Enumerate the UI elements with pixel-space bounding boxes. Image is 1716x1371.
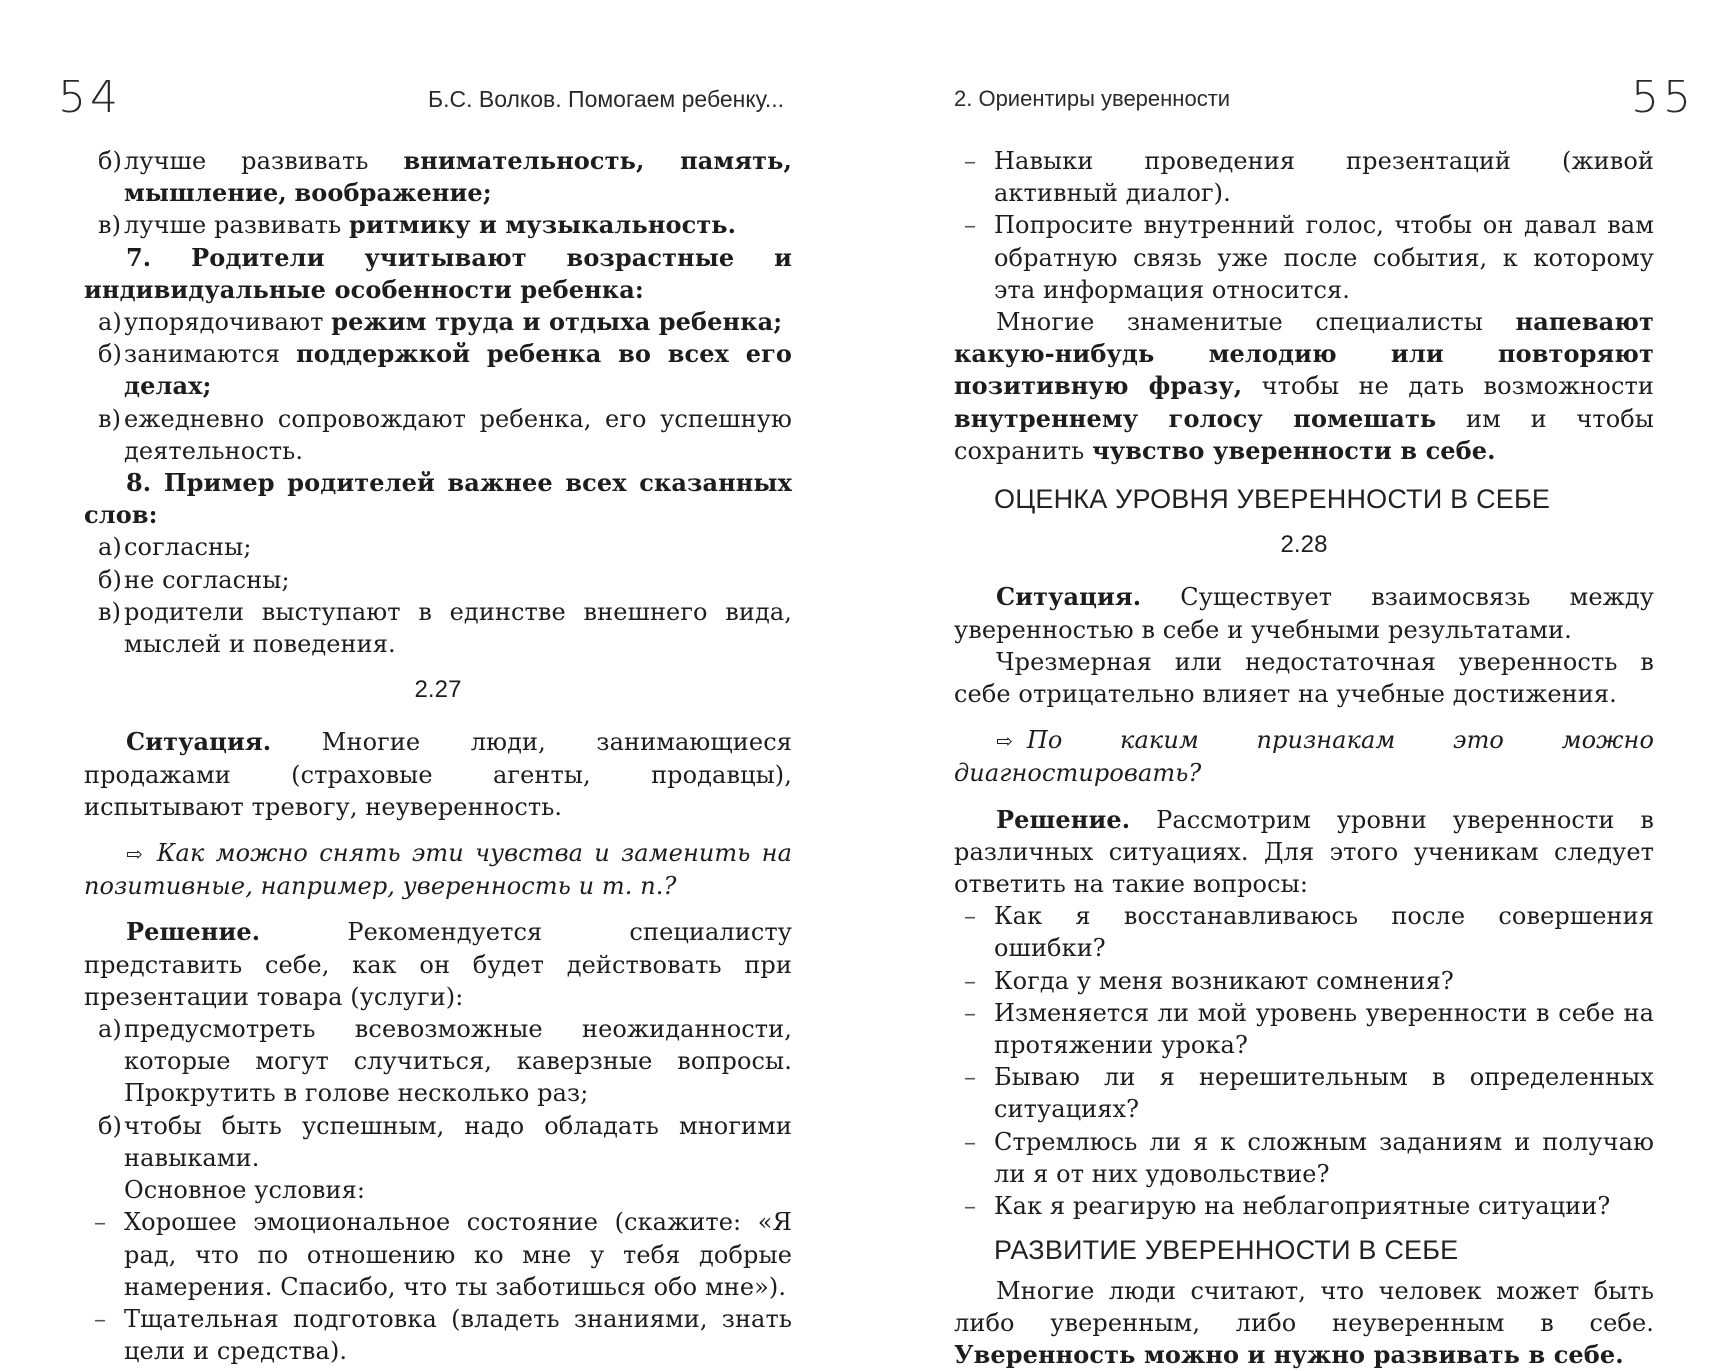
section-number: 2.28 xyxy=(954,529,1654,561)
list-text: Когда у меня возникают сомнения? xyxy=(994,967,1454,995)
list-text: Навыки проведения презентаций (живой активный диалог). xyxy=(994,147,1654,207)
list-item xyxy=(84,596,792,660)
dash-marker: – xyxy=(964,1061,976,1093)
list-text: Как я восстанавливаюсь после совершения ошибки? xyxy=(994,902,1654,962)
list-marker: а) xyxy=(98,306,122,338)
list-text: Бываю ли я нерешительным в определенных ситуациях? xyxy=(994,1063,1654,1123)
list-item xyxy=(954,965,1654,997)
list-marker: в) xyxy=(98,403,121,435)
list-text: Стремлюсь ли я к сложным заданиям и получаю ли я от них удовольствие? xyxy=(994,1128,1654,1188)
question-8: 8. Пример родителей важнее всех сказанных слов: xyxy=(84,467,792,531)
page-number: 54 xyxy=(58,72,122,123)
list-text: упорядочивают xyxy=(124,308,331,336)
list-marker: б) xyxy=(98,145,122,177)
running-head: Б.С. Волков. Помогаем ребенку... xyxy=(428,86,784,113)
paragraph: Чрезмерная или недостаточная уверенность в себе отрицательно влияет на учебные достижения. xyxy=(954,646,1654,710)
dash-marker: – xyxy=(964,1126,976,1158)
list-item xyxy=(954,900,1654,964)
list-text: Хорошее эмоциональное состояние (скажите: «Я рад, что по отношению ко мне у тебя добрые намерения. Спасибо, что ты заботишься обо мне»). xyxy=(124,1208,792,1300)
solution-paragraph: Решение. Рассмотрим уровни уверенности в различных ситуациях. Для этого ученикам следует ответить на такие вопросы: xyxy=(954,804,1654,901)
question-paragraph: ⇨ Как можно снять эти чувства и заменить на позитивные, например, уверенность и т. п.? xyxy=(84,837,792,902)
list-item xyxy=(84,1013,792,1110)
dash-marker: – xyxy=(964,900,976,932)
list-item xyxy=(954,1061,1654,1125)
list-item xyxy=(84,1303,792,1367)
dash-marker: – xyxy=(94,1303,106,1335)
dash-marker: – xyxy=(94,1206,106,1238)
right-body xyxy=(954,145,1654,1371)
list-item xyxy=(954,997,1654,1061)
list-item xyxy=(84,338,792,402)
list-text: ежедневно сопровождают ребенка, его успешную деятельность. xyxy=(124,405,792,465)
list-text: предусмотреть всевозможные неожиданности, которые могут случиться, каверзные вопросы. Прокрутить в голове несколько раз; xyxy=(124,1015,792,1107)
situation-paragraph: Ситуация. Существует взаимосвязь между уверенностью в себе и учебными результатами. xyxy=(954,581,1654,645)
list-item xyxy=(84,564,792,596)
list-text: Попросите внутренний голос, чтобы он давал вам обратную связь уже после события, к которому эта информация относится. xyxy=(994,211,1654,303)
left-body xyxy=(84,145,792,1367)
list-item xyxy=(84,1110,792,1174)
list-marker: а) xyxy=(98,531,122,563)
list-text: Тщательная подготовка (владеть знаниями, знать цели и средства). xyxy=(124,1305,792,1365)
list-text: не согласны; xyxy=(124,566,290,594)
paragraph: Многие знаменитые специалисты напевают какую-нибудь мелодию или повторяют позитивную фразу, чтобы не дать возможности внутреннему голосу помешать им и чтобы сохранить чувство уверенности в себе. xyxy=(954,306,1654,467)
dash-marker: – xyxy=(964,209,976,241)
list-item xyxy=(84,145,792,209)
list-text-bold: ритмику и музыкальность. xyxy=(349,210,736,239)
right-page xyxy=(858,0,1716,1368)
solution-paragraph: Решение. Рекомендуется специалисту представить себе, как он будет действовать при презентации товара (услуги): xyxy=(84,916,792,1013)
list-text: занимаются xyxy=(124,340,296,368)
question-7: 7. Родители учитывают возрастные и индивидуальные особенности ребенка: xyxy=(84,242,792,306)
dash-marker: – xyxy=(964,145,976,177)
list-marker: б) xyxy=(98,338,122,370)
arrow-icon: ⇨ xyxy=(126,842,143,866)
list-marker: в) xyxy=(98,596,121,628)
list-text: лучше развивать xyxy=(124,211,349,239)
list-text-bold: воображение; xyxy=(295,178,492,207)
question-paragraph: ⇨ По каким признакам это можно диагностировать? xyxy=(954,724,1654,789)
list-text: Изменяется ли мой уровень уверенности в себе на протяжении урока? xyxy=(994,999,1654,1059)
list-marker: б) xyxy=(98,564,122,596)
list-marker: б) xyxy=(98,1110,122,1142)
list-item xyxy=(84,531,792,563)
situation-paragraph: Ситуация. Многие люди, занимающиеся продажами (страховые агенты, продавцы), испытывают тревогу, неуверенность. xyxy=(84,726,792,823)
dash-marker: – xyxy=(964,965,976,997)
list-item xyxy=(84,403,792,467)
list-marker: а) xyxy=(98,1013,122,1045)
list-marker: в) xyxy=(98,209,121,241)
running-head: 2. Ориентиры уверенности xyxy=(954,86,1230,112)
paragraph: Многие люди считают, что человек может быть либо уверенным, либо неуверенным в себе. Уверенность можно и нужно развивать в себе. xyxy=(954,1275,1654,1371)
list-item xyxy=(84,209,792,241)
list-text: лучше развивать xyxy=(124,147,403,175)
list-text: согласны; xyxy=(124,533,252,561)
arrow-icon: ⇨ xyxy=(996,729,1013,753)
list-text: чтобы быть успешным, надо обладать многими навыками. xyxy=(124,1112,792,1172)
basic-conditions: Основное условия: xyxy=(84,1174,792,1206)
dash-marker: – xyxy=(964,997,976,1029)
list-text: родители выступают в единстве внешнего вида, мыслей и поведения. xyxy=(124,598,792,658)
list-item xyxy=(954,145,1654,209)
list-text-bold: режим труда и отдыха ребенка; xyxy=(331,307,782,336)
list-text-bold: внимательность, память, мышление, xyxy=(124,146,792,207)
list-text: Как я реагирую на неблагоприятные ситуации? xyxy=(994,1192,1610,1220)
section-heading: ОЦЕНКА УРОВНЯ УВЕРЕННОСТИ В СЕБЕ xyxy=(994,483,1654,515)
page-number: 55 xyxy=(1631,72,1695,123)
list-item xyxy=(954,1126,1654,1190)
dash-marker: – xyxy=(964,1190,976,1222)
left-page xyxy=(0,0,858,1368)
list-item xyxy=(84,306,792,338)
section-heading: РАЗВИТИЕ УВЕРЕННОСТИ В СЕБЕ xyxy=(994,1234,1654,1266)
list-item xyxy=(954,1190,1654,1222)
list-text-bold: поддержкой ребенка во всех его делах; xyxy=(124,339,792,400)
list-item xyxy=(954,209,1654,306)
section-number: 2.27 xyxy=(84,674,792,706)
list-item xyxy=(84,1206,792,1303)
